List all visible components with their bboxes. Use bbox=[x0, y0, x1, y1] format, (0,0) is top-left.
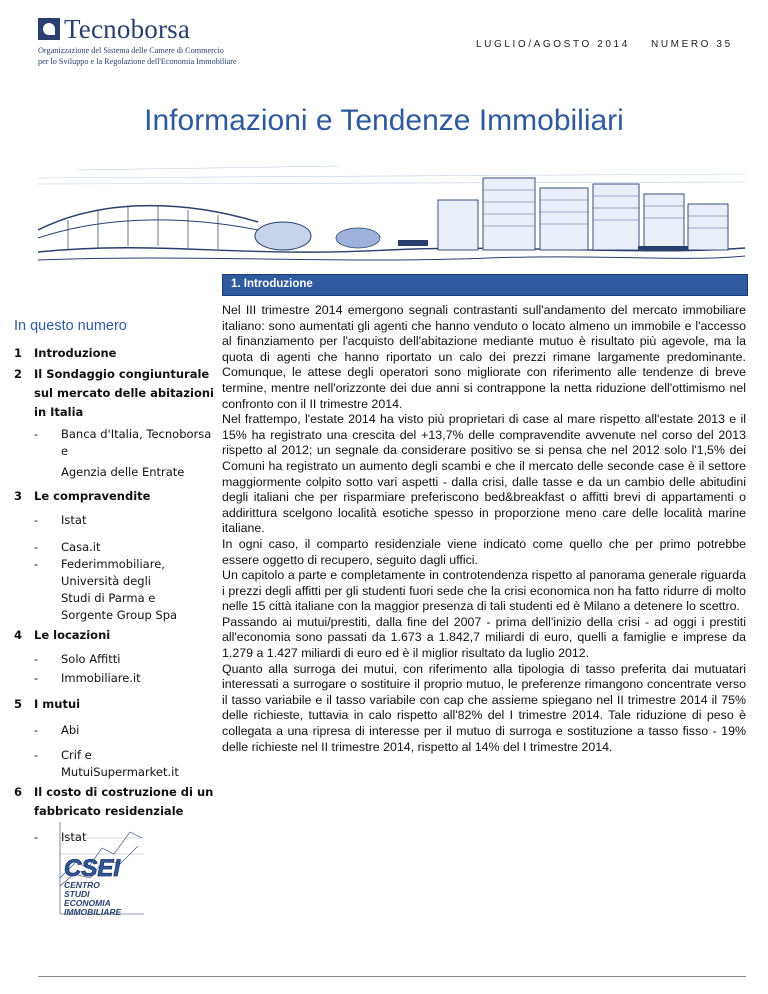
article-paragraph: Un capitolo a parte e completamente in controtendenza rispetto al panorama generale riguarda i prezzi degli affitti per gli studenti fuori sede che la crisi economica non ha fatto ridurre di molto nelle 15 città italiane con la maggior presenza di tali studenti ed è Milano a detenere lo scettro. bbox=[222, 568, 746, 614]
svg-text:CENTRO: CENTRO bbox=[64, 880, 100, 890]
toc-subitem[interactable]: Agenzia delle Entrate bbox=[61, 465, 185, 479]
issue-number: NUMERO 35 bbox=[651, 39, 733, 50]
article-paragraph: Nel frattempo, l'estate 2014 ha visto più proprietari di case al mare rispetto all'estate 2013 e il 15% ha registrato una crescita del +13,7% delle compravendite avvenute nel corso del 2013 rispetto al 2012; un segnale da considerare positivo se si pensa che nel 2012 solo l'1,5% dei Comuni ha registrato un aumento degli scambi e che il mercato delle seconde case è il settore maggiormente colpito sotto vari aspetti - dalla crisi, dalle tasse e da un cambio delle abitudini degli italiani che per risparmiare preferiscono bed&breakfast o affitti brevi di appartamenti o addirittura scelgono località esotiche spesso in proporzione meno care delle località marine italiane. bbox=[222, 412, 746, 536]
article-paragraph: Passando ai mutui/prestiti, dalla fine del 2007 - prima dell'inizio della crisi - ad oggi i prestiti all'economia sono passati da 1.673 a 1.842,7 miliardi di euro, quelli a famiglie e imprese da 1.279 a 1.427 miliardi di euro ed è il miglior risultato da luglio 2012. bbox=[222, 614, 746, 661]
article-paragraph: Quanto alla surroga dei mutui, con riferimento alla tipologia di tasso preferita dai mutuatari interessati a surrogare o sostituire il proprio mutuo, le preferenze rimangono concentrate verso il tasso variabile e il tasso variabile con cap che assieme spiegano nel II trimestre 2014 il 75% delle richieste, tuttavia in calo rispetto all'82% del I trimestre 2014. Tale riduzione di peso è collegata a una ripresa di interesse per il mutuo di surroga e sostituzione a tasso fisso - 19% delle richieste nel II trimestre 2014, rispetto al 14% del I trimestre 2014. bbox=[222, 661, 746, 754]
svg-text:IMMOBILIARE: IMMOBILIARE bbox=[64, 907, 122, 916]
issue-date: LUGLIO/AGOSTO 2014 bbox=[476, 39, 630, 50]
brand-name: Tecnoborsa bbox=[64, 14, 191, 44]
article-paragraph: Nel III trimestre 2014 emergono segnali contrastanti sull'andamento del mercato immobiliare italiano: sono aumentati gli agenti che hanno venduto o locato almeno un immobile e l'accesso al finanziamento per l'acquisto dell'abitazione mediante mutuo è risultato più agevole, ma la quota di agenti che hanno riportato un calo dei prezzi rimane largamente predominante. Comunque, le attese degli operatori sono migliorate con riferimento alle tendenze di breve termine, mentre nell'orizzonte dei due anni si contrappone la netta riduzione dell'ottimismo nel confronto con il II trimestre 2014. bbox=[222, 303, 746, 411]
tecnoborsa-mark-icon bbox=[38, 18, 60, 40]
toc-subitem[interactable]: - Solo Affitti bbox=[34, 652, 121, 666]
toc-subitem[interactable]: - Immobiliare.it bbox=[34, 671, 141, 685]
toc-item[interactable]: 4 Le locazioni bbox=[14, 628, 111, 642]
svg-text:STUDI: STUDI bbox=[64, 889, 90, 899]
toc-subitem[interactable]: - Crif e MutuiSupermarket.it bbox=[34, 748, 179, 779]
toc-subitem[interactable]: - Banca d'Italia, Tecnoborsa e bbox=[34, 427, 212, 458]
toc-item[interactable]: 5 I mutui bbox=[14, 697, 81, 711]
city-sketch-banner bbox=[38, 160, 745, 270]
brand-subtitle: Organizzazione del Sistema delle Camere di Commercio per lo Sviluppo e la Regolazione dell'Economia Immobiliare bbox=[38, 46, 237, 66]
csei-logo bbox=[50, 818, 146, 916]
section-header-label: 1. Introduzione bbox=[231, 278, 313, 290]
csei-logo-name: CSEI bbox=[64, 855, 121, 882]
tecnoborsa-logo bbox=[38, 16, 238, 67]
toc-subitem[interactable]: - Abi bbox=[34, 723, 80, 737]
article-body bbox=[222, 303, 746, 755]
toc-item[interactable]: 1 Introduzione bbox=[14, 346, 117, 360]
article-paragraph: In ogni caso, il comparto residenziale viene indicato come quello che per primo potrebbe essere oggetto di recupero, seguito dagli uffici. bbox=[222, 536, 746, 567]
svg-text:ECONOMIA: ECONOMIA bbox=[64, 898, 111, 908]
section-header-bar bbox=[222, 274, 748, 296]
toc-subitem[interactable]: - Casa.it bbox=[34, 540, 101, 554]
newsletter-title: Informazioni e Tendenze Immobiliari bbox=[144, 104, 624, 137]
toc-subitem[interactable]: - Istat bbox=[34, 830, 87, 844]
toc-subitem[interactable]: - Federimmobiliare, Università degli Studi di Parma e Sorgente Group Spa bbox=[34, 557, 178, 622]
toc-title: In questo numero bbox=[14, 318, 127, 334]
toc-sidebar bbox=[14, 318, 214, 846]
toc-item[interactable]: 6 Il costo di costruzione di un fabbricato residenziale bbox=[14, 785, 214, 818]
toc-item[interactable]: 2 Il Sondaggio congiunturale sul mercato delle abitazioni in Italia bbox=[14, 367, 214, 419]
toc-subitem[interactable]: - Istat bbox=[34, 513, 87, 527]
toc-item[interactable]: 3 Le compravendite bbox=[14, 489, 151, 503]
footer-divider bbox=[38, 976, 746, 977]
